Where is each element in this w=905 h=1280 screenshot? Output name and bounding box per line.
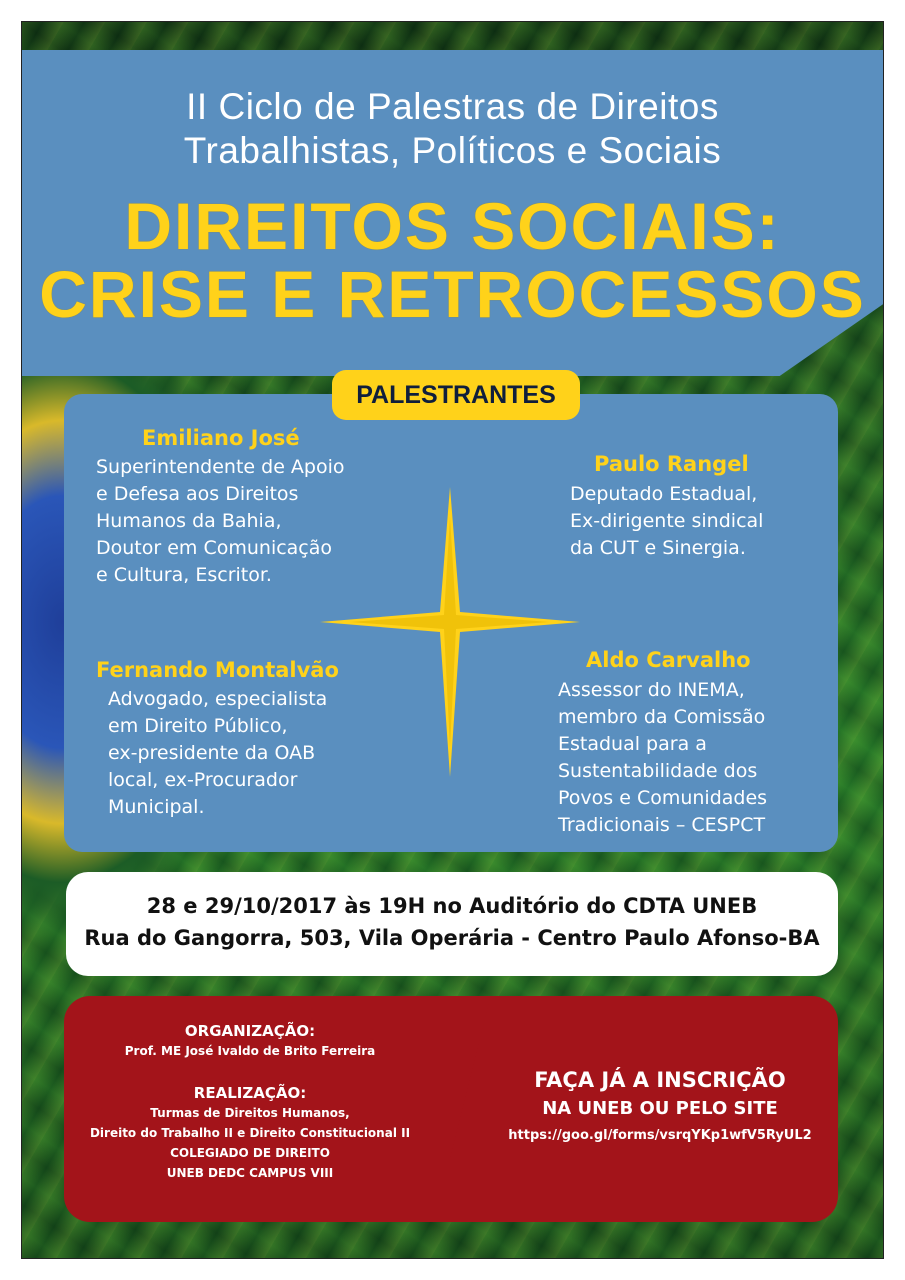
speaker-name: Aldo Carvalho: [586, 648, 751, 672]
registration-link[interactable]: https://goo.gl/forms/vsrqYKp1wfV5RyUL2: [508, 1128, 812, 1143]
speaker-desc-line: da CUT e Sinergia.: [570, 537, 746, 559]
speaker-description: [558, 677, 798, 839]
speaker-desc-line: Ex-dirigente sindical: [570, 510, 764, 532]
speaker-desc-line: Assessor do INEMA,: [558, 679, 745, 701]
realization-line: COLEGIADO DE DIREITO: [170, 1146, 330, 1160]
speaker-desc-line: Municipal.: [108, 796, 205, 818]
speaker-desc-line: Superintendente de Apoio: [96, 456, 345, 478]
speaker-desc-line: em Direito Público,: [108, 715, 288, 737]
speaker-description: [96, 454, 362, 589]
event-date: 28 e 29/10/2017 às 19H no Auditório do CDTA UNEB: [146, 894, 758, 918]
speaker-name: Fernando Montalvão: [96, 658, 339, 682]
event-info-box: [66, 872, 838, 976]
speaker-desc-line: e Defesa aos Direitos: [96, 483, 299, 505]
speaker-desc-line: Doutor em Comunicação: [96, 537, 333, 559]
speaker-desc-line: Advogado, especialista: [108, 688, 328, 710]
registration-subheading: NA UNEB OU PELO SITE: [542, 1098, 778, 1119]
realization-line: Turmas de Direitos Humanos,: [150, 1106, 350, 1120]
speaker-desc-line: e Cultura, Escritor.: [96, 564, 272, 586]
speaker-name: Emiliano José: [142, 426, 300, 450]
speaker-desc-line: local, ex-Procurador: [108, 769, 298, 791]
headline-line-1: DIREITOS SOCIAIS:: [124, 189, 781, 263]
speaker-description: [108, 686, 348, 821]
speaker-desc-line: Humanos da Bahia,: [96, 510, 282, 532]
poster: [22, 22, 883, 1258]
realization-line: Direito do Trabalho II e Direito Constitucional II: [89, 1126, 411, 1140]
speaker-description: [570, 481, 786, 562]
speaker-desc-line: Povos e Comunidades: [558, 787, 768, 809]
speaker-desc-line: Deputado Estadual,: [570, 483, 758, 505]
realization-label: REALIZAÇÃO:: [193, 1084, 307, 1102]
title-line-1: II Ciclo de Palestras de Direitos: [186, 86, 719, 127]
speakers-heading: PALESTRANTES: [332, 370, 580, 420]
title-line-2: Trabalhistas, Políticos e Sociais: [183, 130, 722, 171]
headline-line-2: CRISE E RETROCESSOS: [39, 257, 866, 331]
speaker-name: Paulo Rangel: [594, 452, 749, 476]
speaker-desc-line: Tradicionais – CESPCT: [558, 814, 766, 836]
speaker-desc-line: Estadual para a: [558, 733, 707, 755]
organization-label: ORGANIZAÇÃO:: [184, 1022, 316, 1040]
realization-line: UNEB DEDC CAMPUS VIII: [166, 1166, 334, 1180]
speaker-desc-line: membro da Comissão: [558, 706, 766, 728]
organization-name: Prof. ME José Ivaldo de Brito Ferreira: [124, 1044, 376, 1058]
event-address: Rua do Gangorra, 503, Vila Operária - Centro Paulo Afonso-BA: [84, 926, 820, 950]
speaker-desc-line: Sustentabilidade dos: [558, 760, 758, 782]
registration-heading: FAÇA JÁ A INSCRIÇÃO: [534, 1068, 786, 1092]
speaker-desc-line: ex-presidente da OAB: [108, 742, 316, 764]
